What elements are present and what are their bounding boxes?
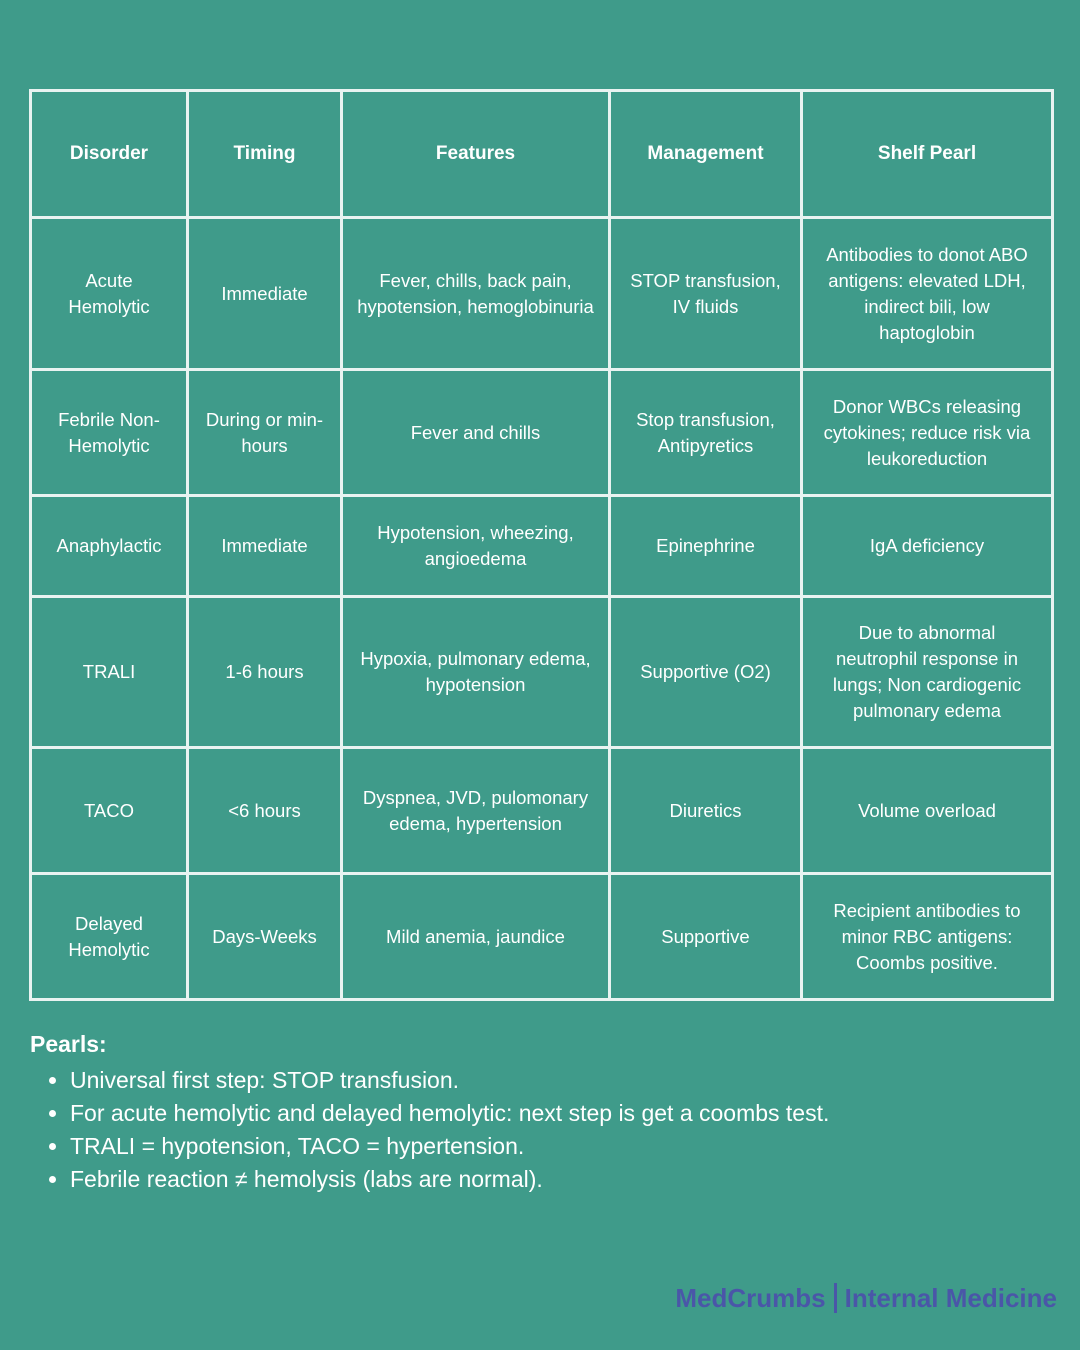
header-shelf-pearl: Shelf Pearl (802, 91, 1053, 218)
cell-timing: Days-Weeks (188, 874, 342, 1000)
pearl-item: • TRALI = hypotension, TACO = hypertension. (70, 1130, 1050, 1163)
cell-features: Dyspnea, JVD, pulomonary edema, hypertension (342, 748, 610, 874)
cell-management: Epinephrine (610, 496, 802, 597)
header-disorder: Disorder (31, 91, 188, 218)
table-row (31, 874, 1053, 1000)
header-management: Management (610, 91, 802, 218)
cell-disorder: Acute Hemolytic (31, 218, 188, 370)
cell-shelf-pearl: IgA deficiency (802, 496, 1053, 597)
transfusion-reactions-table (29, 89, 1054, 1001)
table-row (31, 748, 1053, 874)
cell-disorder: TACO (31, 748, 188, 874)
cell-disorder: Anaphylactic (31, 496, 188, 597)
brand-section: Internal Medicine (844, 1283, 1057, 1313)
cell-management: Supportive (610, 874, 802, 1000)
cell-features: Fever and chills (342, 370, 610, 496)
cell-timing: 1-6 hours (188, 597, 342, 748)
cell-shelf-pearl: Due to abnormal neutrophil response in lungs; Non cardiogenic pulmonary edema (802, 597, 1053, 748)
cell-shelf-pearl: Antibodies to donot ABO antigens: elevated LDH, indirect bili, low haptoglobin (802, 218, 1053, 370)
cell-disorder: Febrile Non-Hemolytic (31, 370, 188, 496)
table-row (31, 218, 1053, 370)
table-header-row (31, 91, 1053, 218)
cell-features: Hypotension, wheezing, angioedema (342, 496, 610, 597)
cell-management: Supportive (O2) (610, 597, 802, 748)
cell-timing: <6 hours (188, 748, 342, 874)
brand-footer (675, 1283, 1057, 1314)
cell-features: Hypoxia, pulmonary edema, hypotension (342, 597, 610, 748)
cell-timing: During or min-hours (188, 370, 342, 496)
cell-timing: Immediate (188, 218, 342, 370)
table-row (31, 370, 1053, 496)
table-row (31, 597, 1053, 748)
cell-disorder: Delayed Hemolytic (31, 874, 188, 1000)
pearl-item: • Universal first step: STOP transfusion. (70, 1064, 1050, 1097)
pearls-title: Pearls: (30, 1031, 107, 1057)
cell-features: Mild anemia, jaundice (342, 874, 610, 1000)
brand-divider (834, 1283, 837, 1313)
cell-shelf-pearl: Volume overload (802, 748, 1053, 874)
cell-shelf-pearl: Recipient antibodies to minor RBC antigens: Coombs positive. (802, 874, 1053, 1000)
pearl-item: • For acute hemolytic and delayed hemolytic: next step is get a coombs test. (70, 1097, 1050, 1130)
pearl-item: • Febrile reaction ≠ hemolysis (labs are normal). (70, 1163, 1050, 1196)
table-row (31, 496, 1053, 597)
cell-shelf-pearl: Donor WBCs releasing cytokines; reduce risk via leukoreduction (802, 370, 1053, 496)
cell-management: Stop transfusion, Antipyretics (610, 370, 802, 496)
brand-name: MedCrumbs (675, 1283, 826, 1313)
cell-management: Diuretics (610, 748, 802, 874)
header-features: Features (342, 91, 610, 218)
cell-features: Fever, chills, back pain, hypotension, hemoglobinuria (342, 218, 610, 370)
pearls-section (30, 1028, 1050, 1196)
cell-management: STOP transfusion, IV fluids (610, 218, 802, 370)
header-timing: Timing (188, 91, 342, 218)
transfusion-reactions-table-container (29, 89, 1051, 1001)
cell-disorder: TRALI (31, 597, 188, 748)
pearls-list (30, 1064, 1050, 1196)
cell-timing: Immediate (188, 496, 342, 597)
